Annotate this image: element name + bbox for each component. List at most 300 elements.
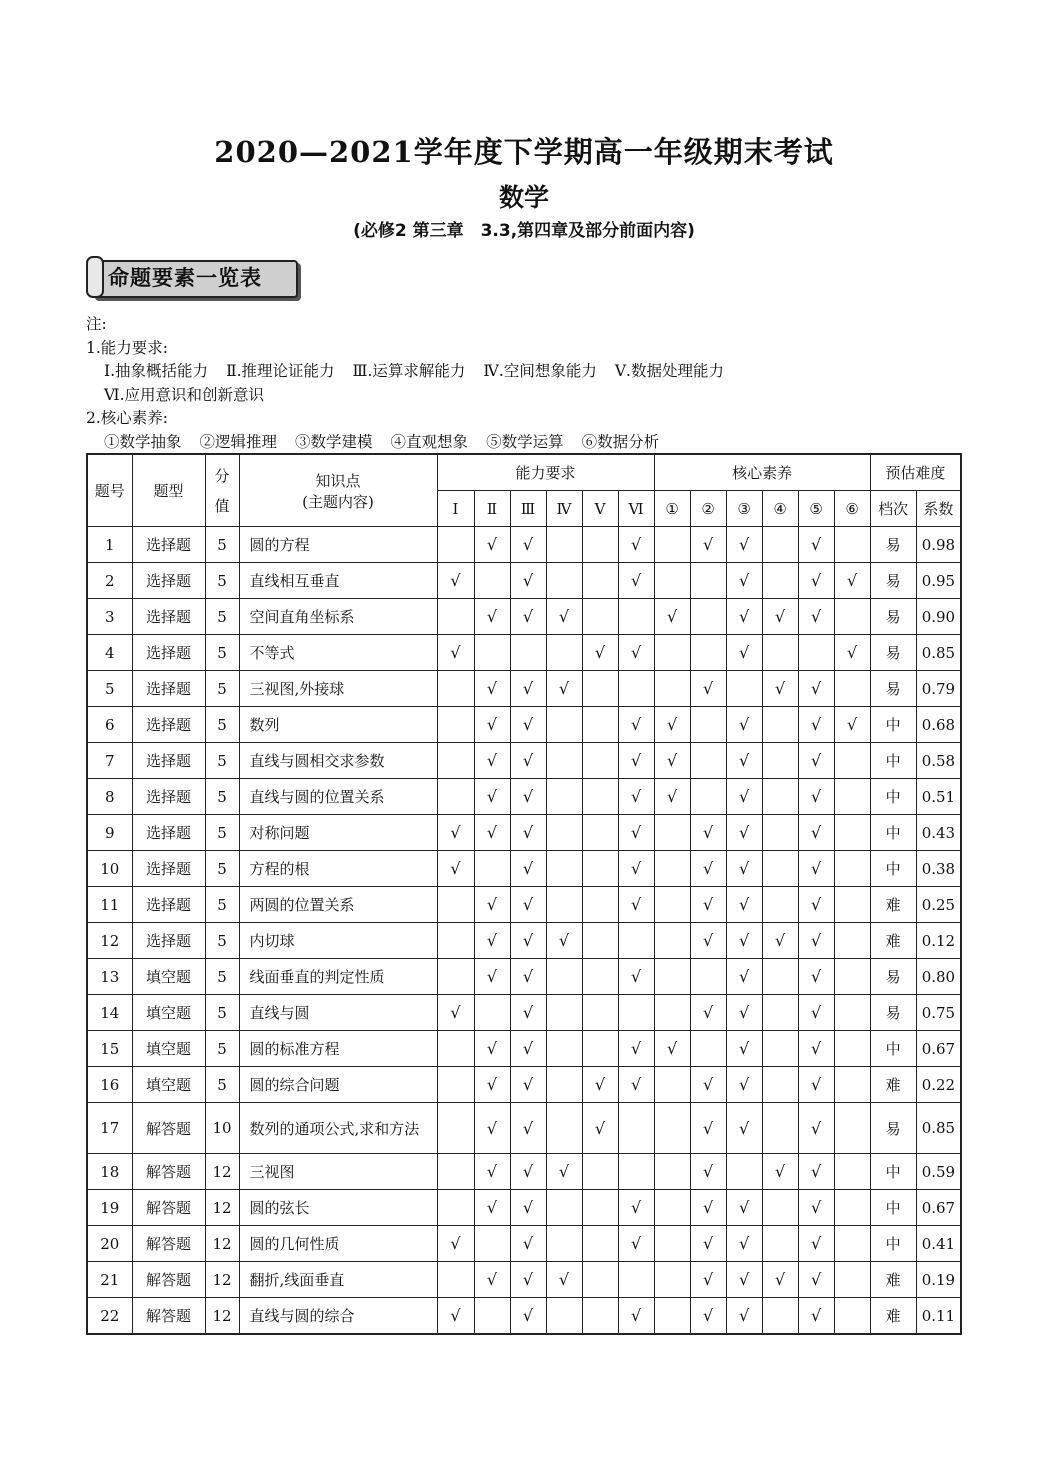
check-mark: √ xyxy=(510,851,546,887)
cell-coef: 0.51 xyxy=(916,779,961,815)
empty-cell xyxy=(437,1103,474,1154)
table-row xyxy=(87,1226,961,1262)
cell-coef: 0.80 xyxy=(916,959,961,995)
check-mark: √ xyxy=(474,923,510,959)
empty-cell xyxy=(654,527,690,563)
header-coef: 系数 xyxy=(916,491,961,527)
check-mark: √ xyxy=(690,1298,726,1335)
cell-num: 6 xyxy=(87,707,132,743)
table-row xyxy=(87,563,961,599)
check-mark: √ xyxy=(726,743,762,779)
table-row xyxy=(87,959,961,995)
cell-coef: 0.25 xyxy=(916,887,961,923)
empty-cell xyxy=(762,1298,798,1335)
empty-cell xyxy=(546,1031,582,1067)
cell-type: 填空题 xyxy=(132,959,205,995)
cell-type: 选择题 xyxy=(132,923,205,959)
empty-cell xyxy=(762,815,798,851)
check-mark: √ xyxy=(510,815,546,851)
empty-cell xyxy=(582,1298,618,1335)
empty-cell xyxy=(834,1226,870,1262)
empty-cell xyxy=(834,1298,870,1335)
check-mark: √ xyxy=(546,1154,582,1190)
empty-cell xyxy=(834,1262,870,1298)
cell-level: 中 xyxy=(870,743,916,779)
empty-cell xyxy=(582,707,618,743)
check-mark: √ xyxy=(618,1190,654,1226)
cell-topic: 三视图 xyxy=(239,1154,437,1190)
empty-cell xyxy=(437,707,474,743)
check-mark: √ xyxy=(726,1190,762,1226)
empty-cell xyxy=(654,1067,690,1103)
table-row xyxy=(87,635,961,671)
check-mark: √ xyxy=(798,995,834,1031)
check-mark: √ xyxy=(798,1067,834,1103)
check-mark: √ xyxy=(798,1190,834,1226)
cell-topic: 数列的通项公式,求和方法 xyxy=(239,1103,437,1154)
cell-coef: 0.11 xyxy=(916,1298,961,1335)
cell-coef: 0.68 xyxy=(916,707,961,743)
empty-cell xyxy=(582,599,618,635)
check-mark: √ xyxy=(582,1103,618,1154)
cell-topic: 直线与圆相交求参数 xyxy=(239,743,437,779)
cell-topic: 圆的几何性质 xyxy=(239,1226,437,1262)
empty-cell xyxy=(654,959,690,995)
cell-num: 9 xyxy=(87,815,132,851)
notes-heading: 注: xyxy=(86,315,107,333)
cell-level: 中 xyxy=(870,851,916,887)
cell-topic: 三视图,外接球 xyxy=(239,671,437,707)
check-mark: √ xyxy=(510,743,546,779)
cell-coef: 0.67 xyxy=(916,1190,961,1226)
check-mark: √ xyxy=(510,959,546,995)
check-mark: √ xyxy=(618,1031,654,1067)
empty-cell xyxy=(654,1190,690,1226)
cell-num: 4 xyxy=(87,635,132,671)
check-mark: √ xyxy=(510,887,546,923)
empty-cell xyxy=(762,851,798,887)
empty-cell xyxy=(762,743,798,779)
empty-cell xyxy=(437,527,474,563)
empty-cell xyxy=(582,1031,618,1067)
check-mark: √ xyxy=(510,599,546,635)
empty-cell xyxy=(474,1226,510,1262)
table-row xyxy=(87,599,961,635)
cell-type: 选择题 xyxy=(132,635,205,671)
check-mark: √ xyxy=(798,743,834,779)
cell-num: 5 xyxy=(87,671,132,707)
empty-cell xyxy=(437,743,474,779)
ability-item: Ⅲ.运算求解能力 xyxy=(352,362,466,380)
cell-type: 解答题 xyxy=(132,1103,205,1154)
empty-cell xyxy=(582,995,618,1031)
check-mark: √ xyxy=(726,851,762,887)
ability-item: Ⅰ.抽象概括能力 xyxy=(104,362,209,380)
empty-cell xyxy=(834,923,870,959)
check-mark: √ xyxy=(798,527,834,563)
header-core-col: ⑤ xyxy=(798,491,834,527)
table-row xyxy=(87,779,961,815)
header-ability-col: Ⅴ xyxy=(582,491,618,527)
check-mark: √ xyxy=(798,599,834,635)
empty-cell xyxy=(546,1226,582,1262)
cell-coef: 0.59 xyxy=(916,1154,961,1190)
check-mark: √ xyxy=(618,527,654,563)
check-mark: √ xyxy=(834,563,870,599)
check-mark: √ xyxy=(726,1298,762,1335)
cell-type: 选择题 xyxy=(132,527,205,563)
empty-cell xyxy=(437,671,474,707)
cell-num: 17 xyxy=(87,1103,132,1154)
empty-cell xyxy=(582,671,618,707)
empty-cell xyxy=(726,671,762,707)
check-mark: √ xyxy=(546,1262,582,1298)
check-mark: √ xyxy=(437,1226,474,1262)
ability-list-line1 xyxy=(86,360,966,384)
empty-cell xyxy=(834,1190,870,1226)
header-level: 档次 xyxy=(870,491,916,527)
check-mark: √ xyxy=(690,815,726,851)
cell-type: 解答题 xyxy=(132,1154,205,1190)
cell-score: 12 xyxy=(205,1190,239,1226)
empty-cell xyxy=(437,1190,474,1226)
empty-cell xyxy=(546,995,582,1031)
empty-cell xyxy=(690,599,726,635)
check-mark: √ xyxy=(474,527,510,563)
cell-num: 18 xyxy=(87,1154,132,1190)
check-mark: √ xyxy=(474,779,510,815)
header-score-text: 分 值 xyxy=(214,466,230,515)
cell-type: 选择题 xyxy=(132,671,205,707)
empty-cell xyxy=(474,635,510,671)
cell-level: 中 xyxy=(870,1226,916,1262)
cell-score: 5 xyxy=(205,779,239,815)
empty-cell xyxy=(474,995,510,1031)
empty-cell xyxy=(834,851,870,887)
check-mark: √ xyxy=(474,1262,510,1298)
empty-cell xyxy=(654,995,690,1031)
check-mark: √ xyxy=(582,635,618,671)
check-mark: √ xyxy=(546,923,582,959)
cell-level: 难 xyxy=(870,1067,916,1103)
table-row xyxy=(87,671,961,707)
header-topic-line2: (主题内容) xyxy=(302,492,374,511)
exam-element-table xyxy=(86,453,962,1335)
core-item: ⑤数学运算 xyxy=(486,432,564,451)
empty-cell xyxy=(437,779,474,815)
cell-topic: 空间直角坐标系 xyxy=(239,599,437,635)
cell-topic: 圆的综合问题 xyxy=(239,1067,437,1103)
cell-type: 解答题 xyxy=(132,1226,205,1262)
check-mark: √ xyxy=(798,779,834,815)
cell-coef: 0.85 xyxy=(916,1103,961,1154)
empty-cell xyxy=(834,887,870,923)
section-banner xyxy=(86,256,296,296)
check-mark: √ xyxy=(474,1190,510,1226)
empty-cell xyxy=(582,563,618,599)
empty-cell xyxy=(762,995,798,1031)
exam-scope: (必修2 第三章 3.3,第四章及部分前面内容) xyxy=(353,221,695,241)
cell-coef: 0.79 xyxy=(916,671,961,707)
empty-cell xyxy=(582,851,618,887)
header-core-col: ⑥ xyxy=(834,491,870,527)
empty-cell xyxy=(582,527,618,563)
empty-cell xyxy=(546,635,582,671)
cell-type: 选择题 xyxy=(132,815,205,851)
check-mark: √ xyxy=(654,707,690,743)
cell-topic: 方程的根 xyxy=(239,851,437,887)
check-mark: √ xyxy=(690,1226,726,1262)
empty-cell xyxy=(690,1031,726,1067)
check-mark: √ xyxy=(726,635,762,671)
cell-type: 解答题 xyxy=(132,1298,205,1335)
cell-score: 5 xyxy=(205,707,239,743)
cell-num: 1 xyxy=(87,527,132,563)
cell-num: 13 xyxy=(87,959,132,995)
empty-cell xyxy=(546,779,582,815)
cell-type: 选择题 xyxy=(132,599,205,635)
table-row xyxy=(87,1031,961,1067)
table-row xyxy=(87,1262,961,1298)
cell-level: 中 xyxy=(870,1190,916,1226)
cell-score: 5 xyxy=(205,923,239,959)
check-mark: √ xyxy=(510,707,546,743)
page-title: 2020—2021学年度下学期高一年级期末考试 xyxy=(214,135,834,169)
cell-score: 5 xyxy=(205,1031,239,1067)
check-mark: √ xyxy=(798,959,834,995)
table-row xyxy=(87,923,961,959)
cell-type: 填空题 xyxy=(132,995,205,1031)
cell-num: 12 xyxy=(87,923,132,959)
check-mark: √ xyxy=(798,1103,834,1154)
check-mark: √ xyxy=(437,1298,474,1335)
empty-cell xyxy=(654,635,690,671)
empty-cell xyxy=(762,1067,798,1103)
check-mark: √ xyxy=(474,887,510,923)
check-mark: √ xyxy=(726,1262,762,1298)
empty-cell xyxy=(618,923,654,959)
empty-cell xyxy=(654,923,690,959)
cell-num: 22 xyxy=(87,1298,132,1335)
empty-cell xyxy=(690,635,726,671)
check-mark: √ xyxy=(618,851,654,887)
cell-score: 5 xyxy=(205,815,239,851)
ability-item: Ⅱ.推理论证能力 xyxy=(226,362,335,380)
check-mark: √ xyxy=(726,815,762,851)
cell-score: 12 xyxy=(205,1262,239,1298)
check-mark: √ xyxy=(510,1262,546,1298)
cell-level: 易 xyxy=(870,527,916,563)
check-mark: √ xyxy=(798,815,834,851)
cell-type: 选择题 xyxy=(132,887,205,923)
cell-coef: 0.41 xyxy=(916,1226,961,1262)
check-mark: √ xyxy=(474,959,510,995)
empty-cell xyxy=(798,635,834,671)
check-mark: √ xyxy=(762,599,798,635)
cell-topic: 不等式 xyxy=(239,635,437,671)
check-mark: √ xyxy=(618,635,654,671)
check-mark: √ xyxy=(690,923,726,959)
check-mark: √ xyxy=(510,995,546,1031)
check-mark: √ xyxy=(437,995,474,1031)
check-mark: √ xyxy=(474,707,510,743)
check-mark: √ xyxy=(474,1103,510,1154)
check-mark: √ xyxy=(510,671,546,707)
check-mark: √ xyxy=(654,1031,690,1067)
check-mark: √ xyxy=(726,1103,762,1154)
table-row xyxy=(87,851,961,887)
cell-score: 5 xyxy=(205,743,239,779)
empty-cell xyxy=(546,1298,582,1335)
check-mark: √ xyxy=(474,599,510,635)
empty-cell xyxy=(834,779,870,815)
empty-cell xyxy=(546,1103,582,1154)
header-core-col: ① xyxy=(654,491,690,527)
empty-cell xyxy=(546,527,582,563)
cell-level: 易 xyxy=(870,959,916,995)
cell-level: 易 xyxy=(870,635,916,671)
cell-level: 难 xyxy=(870,923,916,959)
cell-num: 16 xyxy=(87,1067,132,1103)
ability-item: Ⅳ.空间想象能力 xyxy=(483,362,597,380)
empty-cell xyxy=(762,779,798,815)
empty-cell xyxy=(582,923,618,959)
empty-cell xyxy=(582,779,618,815)
header-score xyxy=(205,454,239,527)
check-mark: √ xyxy=(798,1298,834,1335)
cell-level: 易 xyxy=(870,671,916,707)
cell-type: 解答题 xyxy=(132,1262,205,1298)
empty-cell xyxy=(654,851,690,887)
ability-item: Ⅵ.应用意识和创新意识 xyxy=(104,385,265,404)
check-mark: √ xyxy=(510,1031,546,1067)
check-mark: √ xyxy=(690,671,726,707)
check-mark: √ xyxy=(726,923,762,959)
empty-cell xyxy=(762,707,798,743)
header-ability-col: Ⅵ xyxy=(618,491,654,527)
core-item: ②逻辑推理 xyxy=(199,432,278,451)
cell-num: 8 xyxy=(87,779,132,815)
cell-score: 5 xyxy=(205,671,239,707)
cell-coef: 0.22 xyxy=(916,1067,961,1103)
check-mark: √ xyxy=(762,1154,798,1190)
check-mark: √ xyxy=(474,1031,510,1067)
check-mark: √ xyxy=(690,1103,726,1154)
core-item: ⑥数据分析 xyxy=(581,432,660,451)
empty-cell xyxy=(834,1103,870,1154)
check-mark: √ xyxy=(437,851,474,887)
header-core-col: ② xyxy=(690,491,726,527)
empty-cell xyxy=(834,743,870,779)
check-mark: √ xyxy=(798,563,834,599)
cell-topic: 两圆的位置关系 xyxy=(239,887,437,923)
cell-num: 14 xyxy=(87,995,132,1031)
check-mark: √ xyxy=(726,995,762,1031)
check-mark: √ xyxy=(798,1154,834,1190)
check-mark: √ xyxy=(654,743,690,779)
check-mark: √ xyxy=(510,779,546,815)
empty-cell xyxy=(582,1190,618,1226)
cell-level: 易 xyxy=(870,995,916,1031)
empty-cell xyxy=(618,671,654,707)
empty-cell xyxy=(437,1154,474,1190)
check-mark: √ xyxy=(510,563,546,599)
check-mark: √ xyxy=(510,1190,546,1226)
header-ability: 能力要求 xyxy=(437,454,654,491)
check-mark: √ xyxy=(690,851,726,887)
cell-coef: 0.12 xyxy=(916,923,961,959)
check-mark: √ xyxy=(726,779,762,815)
check-mark: √ xyxy=(474,743,510,779)
table-row xyxy=(87,1190,961,1226)
check-mark: √ xyxy=(726,527,762,563)
empty-cell xyxy=(834,599,870,635)
core-item: ④直观想象 xyxy=(390,432,469,451)
cell-topic: 内切球 xyxy=(239,923,437,959)
empty-cell xyxy=(474,563,510,599)
cell-level: 中 xyxy=(870,779,916,815)
table-row xyxy=(87,1067,961,1103)
table-row xyxy=(87,815,961,851)
table-row xyxy=(87,743,961,779)
empty-cell xyxy=(834,1154,870,1190)
check-mark: √ xyxy=(690,527,726,563)
cell-level: 难 xyxy=(870,1262,916,1298)
empty-cell xyxy=(510,635,546,671)
table-row xyxy=(87,527,961,563)
cell-coef: 0.90 xyxy=(916,599,961,635)
empty-cell xyxy=(762,1190,798,1226)
empty-cell xyxy=(834,1067,870,1103)
empty-cell xyxy=(654,1298,690,1335)
empty-cell xyxy=(654,887,690,923)
cell-num: 21 xyxy=(87,1262,132,1298)
empty-cell xyxy=(618,1262,654,1298)
header-core: 核心素养 xyxy=(654,454,870,491)
header-type: 题型 xyxy=(132,454,205,527)
check-mark: √ xyxy=(618,707,654,743)
check-mark: √ xyxy=(798,1226,834,1262)
cell-level: 中 xyxy=(870,1031,916,1067)
cell-level: 易 xyxy=(870,1103,916,1154)
cell-topic: 圆的标准方程 xyxy=(239,1031,437,1067)
check-mark: √ xyxy=(510,1298,546,1335)
cell-level: 中 xyxy=(870,1154,916,1190)
header-difficulty: 预估难度 xyxy=(870,454,961,491)
empty-cell xyxy=(654,671,690,707)
cell-topic: 直线相互垂直 xyxy=(239,563,437,599)
check-mark: √ xyxy=(510,1154,546,1190)
cell-topic: 圆的方程 xyxy=(239,527,437,563)
empty-cell xyxy=(834,1031,870,1067)
ability-list-line2 xyxy=(86,384,966,408)
cell-num: 3 xyxy=(87,599,132,635)
cell-type: 选择题 xyxy=(132,779,205,815)
cell-level: 中 xyxy=(870,707,916,743)
empty-cell xyxy=(437,1262,474,1298)
cell-coef: 0.98 xyxy=(916,527,961,563)
cell-score: 5 xyxy=(205,527,239,563)
empty-cell xyxy=(546,959,582,995)
check-mark: √ xyxy=(474,1067,510,1103)
check-mark: √ xyxy=(618,1226,654,1262)
cell-score: 12 xyxy=(205,1298,239,1335)
empty-cell xyxy=(437,1067,474,1103)
cell-score: 10 xyxy=(205,1103,239,1154)
cell-score: 5 xyxy=(205,635,239,671)
check-mark: √ xyxy=(618,743,654,779)
cell-topic: 数列 xyxy=(239,707,437,743)
